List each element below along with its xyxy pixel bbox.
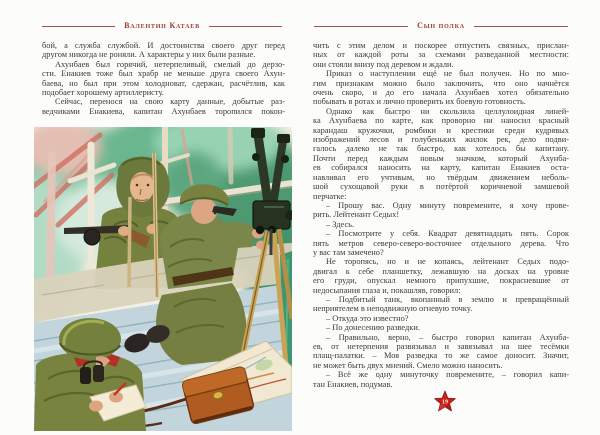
- page-number: 19: [441, 398, 449, 406]
- binoculars: [80, 367, 91, 384]
- text-line: карандаш кружочки, ромбики и крестики среди кудрявых: [313, 125, 569, 135]
- text-line: ведчиками Енакиева, капитан Ахунбаев торопился покон-: [42, 106, 285, 116]
- text-line: недосыпания глаза и, покашляв, говорил:: [313, 285, 461, 295]
- text-line: чить с этим делом и поскорее отпустить связных, прислан-: [313, 41, 569, 50]
- illustration-image: [34, 127, 292, 431]
- text-line: рить. Лейтенант Седых!: [313, 210, 400, 220]
- text-line: очень скоро, и до его начала Ахунбаев хотел обязательно: [313, 88, 569, 98]
- text-line: ев собирался наносить на карту, капитан Енакиев оста-: [313, 163, 569, 173]
- text-line: Почти перед каждым новым значком, который Ахунба-: [313, 153, 569, 163]
- text-line: навливал его учтивым, но твёрдым движением неболь-: [313, 172, 569, 182]
- text-line: – Посмотрите у себя. Квадрат девятнадцать пять. Сорок: [326, 229, 569, 239]
- left-header-title: Валентин Катаев: [124, 21, 200, 30]
- text-line: не может быть двух мнений. Смело можно наносить.: [313, 360, 503, 370]
- page-number-star: [433, 390, 457, 414]
- header-rule-left: [42, 26, 115, 27]
- text-line: Сейчас, перенося на свою карту данные, добытые раз-: [55, 97, 285, 107]
- text-line: у вас там замечено?: [313, 247, 384, 257]
- header-rule-left: [314, 26, 408, 27]
- text-line: – По донесению разведки.: [326, 323, 420, 333]
- right-page: [300, 0, 600, 435]
- text-line: они стояли внизу под деревом и ждали.: [313, 59, 454, 69]
- text-line: – Откуда это известно?: [326, 313, 409, 323]
- text-line: баева, но был при этом холодноват, сдержан, расчётлив, как: [42, 78, 285, 88]
- text-line: подобает хорошему артиллеристу.: [42, 88, 164, 98]
- text-line: ка Ахунбаева по карте, как проворно ни наносил красный: [313, 116, 569, 126]
- text-line: гим признакам можно было заключить, что оно начнётся: [313, 78, 569, 88]
- text-line: тан Енакиев, подумав.: [313, 379, 393, 389]
- text-line: шой сухощавой руки в потёртой коричневой замшевой: [313, 182, 569, 192]
- text-line: побывать в ротах и лично проверить их боевую готовность.: [313, 97, 526, 107]
- text-line: Однако как быстро ни скользила целлулоидная линей-: [326, 106, 569, 116]
- right-running-head: [314, 21, 568, 31]
- text-line: Приказ о наступлении ещё не был получен. Но по мно-: [326, 69, 569, 79]
- header-rule-right: [209, 26, 282, 27]
- text-line: его груди, опускал немного припухшие, покрасневшие от: [313, 276, 569, 286]
- text-line: изображений лесов и голубеньких жилок рек, дело подви-: [313, 135, 569, 145]
- text-line: сти. Енакиев тоже был храбр не меньше друга своего Ахун-: [42, 69, 285, 79]
- right-header-title: Сын полка: [417, 21, 465, 30]
- text-line: пять метров северо-северо-восточнее отдельного дерева. Что: [313, 238, 569, 248]
- star-icon: [433, 390, 457, 414]
- text-line: – Подбитый танк, вкопанный в землю и превращённый: [326, 294, 569, 304]
- text-line: – Прошу вас. Одну минуту повремените, я хочу прове-: [326, 200, 569, 210]
- text-line: плащ-палатки. – Моя разведка то же самое доносит. Значит,: [313, 351, 569, 361]
- header-rule-right: [474, 26, 568, 27]
- left-page-text: [42, 41, 285, 116]
- right-page-text: [313, 41, 569, 389]
- text-line: перчатке:: [313, 191, 347, 201]
- text-line: Не торопясь, но и не копаясь, лейтенант Седых подо-: [326, 257, 569, 267]
- text-line: галось далеко не так быстро, как хотелось бы капитану.: [313, 144, 569, 154]
- text-line: бой, а служба службой. И достоинства своего друг перед: [42, 41, 285, 50]
- illustration: [34, 127, 292, 431]
- text-line: – Всё же одну минуточку повремените, – говорил капи-: [326, 370, 569, 380]
- text-line: ев, от нетерпения развязывал и завязывал на шее тесёмки: [313, 342, 569, 351]
- left-running-head: [42, 21, 282, 31]
- text-line: другом никогда не роняли. А характеры у них были разные.: [42, 50, 256, 60]
- text-line: неприятелем в неподвижную огневую точку.: [313, 304, 473, 314]
- text-line: – Правильно, верно, – быстро говорил капитан Ахунба-: [326, 332, 569, 342]
- text-line: двигал к себе планшетку, лежавшую на досках на уровне: [313, 266, 569, 276]
- text-line: Ахунбаев был горячий, нетерпеливый, смелый до дерзо-: [55, 59, 285, 69]
- text-line: ных от каждой роты за схемами разведанной местности:: [313, 50, 569, 60]
- text-line: – Здесь.: [326, 219, 355, 229]
